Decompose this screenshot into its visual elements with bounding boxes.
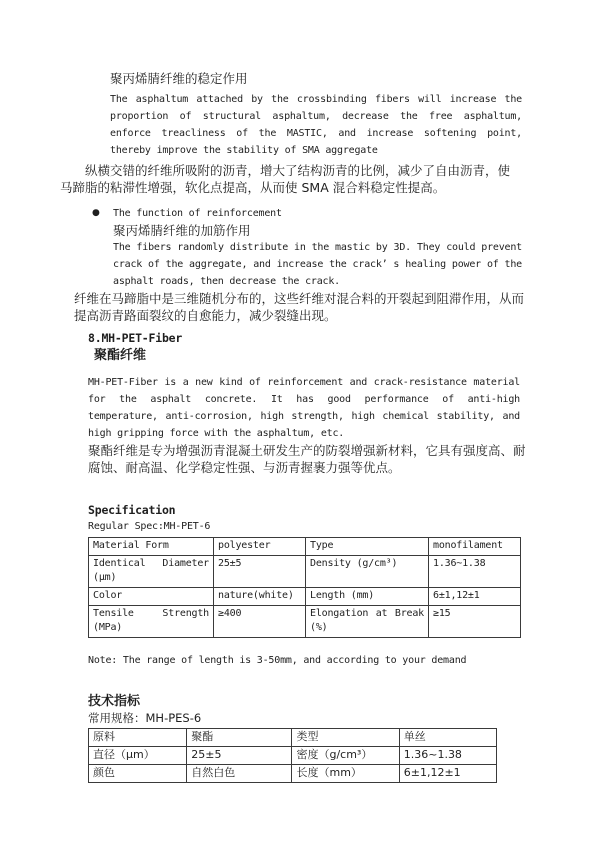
- table-row: [89, 588, 521, 606]
- table-cell: monofilament: [429, 538, 521, 556]
- table-row: [89, 729, 497, 747]
- reinforcement-content: [113, 205, 522, 290]
- stability-body-zh: 纵横交错的纤维所吸附的沥青，增大了结构沥青的比例，减少了自由沥青，使马蹄脂的粘滞性增强，软化点提高，从而使 SMA 混合料稳定性提高。: [60, 163, 511, 195]
- table-cell: ≥15: [429, 606, 521, 638]
- pet-fiber-body-zh: 聚酯纤维是专为增强沥青混凝土研发生产的防裂增强新材料，它具有强度高、耐腐蚀、耐高温、化学稳定性强、与沥青握裹力强等优点。: [88, 443, 526, 475]
- table-cell: 聚酯: [187, 729, 292, 747]
- table-cell: 自然白色: [187, 765, 292, 783]
- bullet-icon: ●: [92, 208, 100, 218]
- table-cell: 密度（g/cm³）: [292, 747, 399, 765]
- tech-spec-line: 常用规格：MH-PES-6: [88, 711, 202, 725]
- table-cell: 1.36~1.38: [399, 747, 496, 765]
- table-cell: 25±5: [214, 556, 306, 588]
- table-row: [89, 747, 497, 765]
- table-cell: 单丝: [399, 729, 496, 747]
- table-cell: polyester: [214, 538, 306, 556]
- table-cell: 6±1,12±1: [399, 765, 496, 783]
- reinforcement-body-zh: 纤维在马蹄脂中是三维随机分布的，这些纤维对混合料的开裂起到阻滞作用，从而提高沥青路面裂纹的自愈能力，减少裂缝出现。: [74, 291, 525, 323]
- table-row: [89, 765, 497, 783]
- table-cell: 原料: [89, 729, 187, 747]
- table-cell: Density (g/cm³): [306, 556, 429, 588]
- table-row: [89, 606, 521, 638]
- specification-table: [88, 537, 521, 638]
- table-cell: 颜色: [89, 765, 187, 783]
- table-row: [89, 538, 521, 556]
- table-cell: 类型: [292, 729, 399, 747]
- table-cell: nature(white): [214, 588, 306, 606]
- specification-spec-line: Regular Spec:MH-PET-6: [88, 521, 211, 532]
- table-cell: Identical Diameter (μm): [89, 556, 214, 588]
- stability-body-en: The asphaltum attached by the crossbinding fibers will increase the proportion of structural asphaltum, decrease the free asphaltum, enforce treacliness of the MASTIC, and increase softening point, thereby improve the stability of SMA aggregate: [110, 94, 522, 156]
- tech-spec-table: [88, 728, 497, 783]
- table-cell: 25±5: [187, 747, 292, 765]
- stability-title-zh: 聚丙烯腈纤维的稳定作用: [110, 71, 248, 86]
- table-cell: Length (mm): [306, 588, 429, 606]
- reinforcement-title-en: The function of reinforcement: [113, 208, 282, 219]
- reinforcement-list-item: [92, 205, 522, 290]
- table-cell: Tensile Strength (MPa): [89, 606, 214, 638]
- table-cell: Type: [306, 538, 429, 556]
- pet-fiber-heading: 8.MH-PET-Fiber: [88, 331, 183, 345]
- pet-fiber-body-en: MH-PET-Fiber is a new kind of reinforcement and crack-resistance material for the asphalt concrete. It has good performance of anti-high temperature, anti-corrosion, high strength, high chemical stability, and high gripping force with the asphaltum, etc.: [88, 377, 520, 439]
- pet-fiber-subheading-zh: 聚酯纤维: [94, 348, 147, 363]
- tech-spec-heading: 技术指标: [88, 694, 141, 709]
- specification-heading: Specification: [88, 503, 176, 517]
- table-cell: 1.36~1.38: [429, 556, 521, 588]
- table-cell: 直径（μm）: [89, 747, 187, 765]
- reinforcement-body-en: The fibers randomly distribute in the mastic by 3D. They could prevent crack of the aggregate, and increase the crack’ s healing power of the asphalt roads, then decrease the crack.: [113, 242, 522, 287]
- table-row: [89, 556, 521, 588]
- table-cell: 6±1,12±1: [429, 588, 521, 606]
- reinforcement-title-zh: 聚丙烯腈纤维的加筋作用: [113, 223, 251, 238]
- table-cell: ≥400: [214, 606, 306, 638]
- table-cell: 长度（mm）: [292, 765, 399, 783]
- table-cell: Material Form: [89, 538, 214, 556]
- table-cell: Elongation at Break (%): [306, 606, 429, 638]
- table-cell: Color: [89, 588, 214, 606]
- specification-note: Note: The range of length is 3-50mm, and according to your demand: [88, 655, 467, 666]
